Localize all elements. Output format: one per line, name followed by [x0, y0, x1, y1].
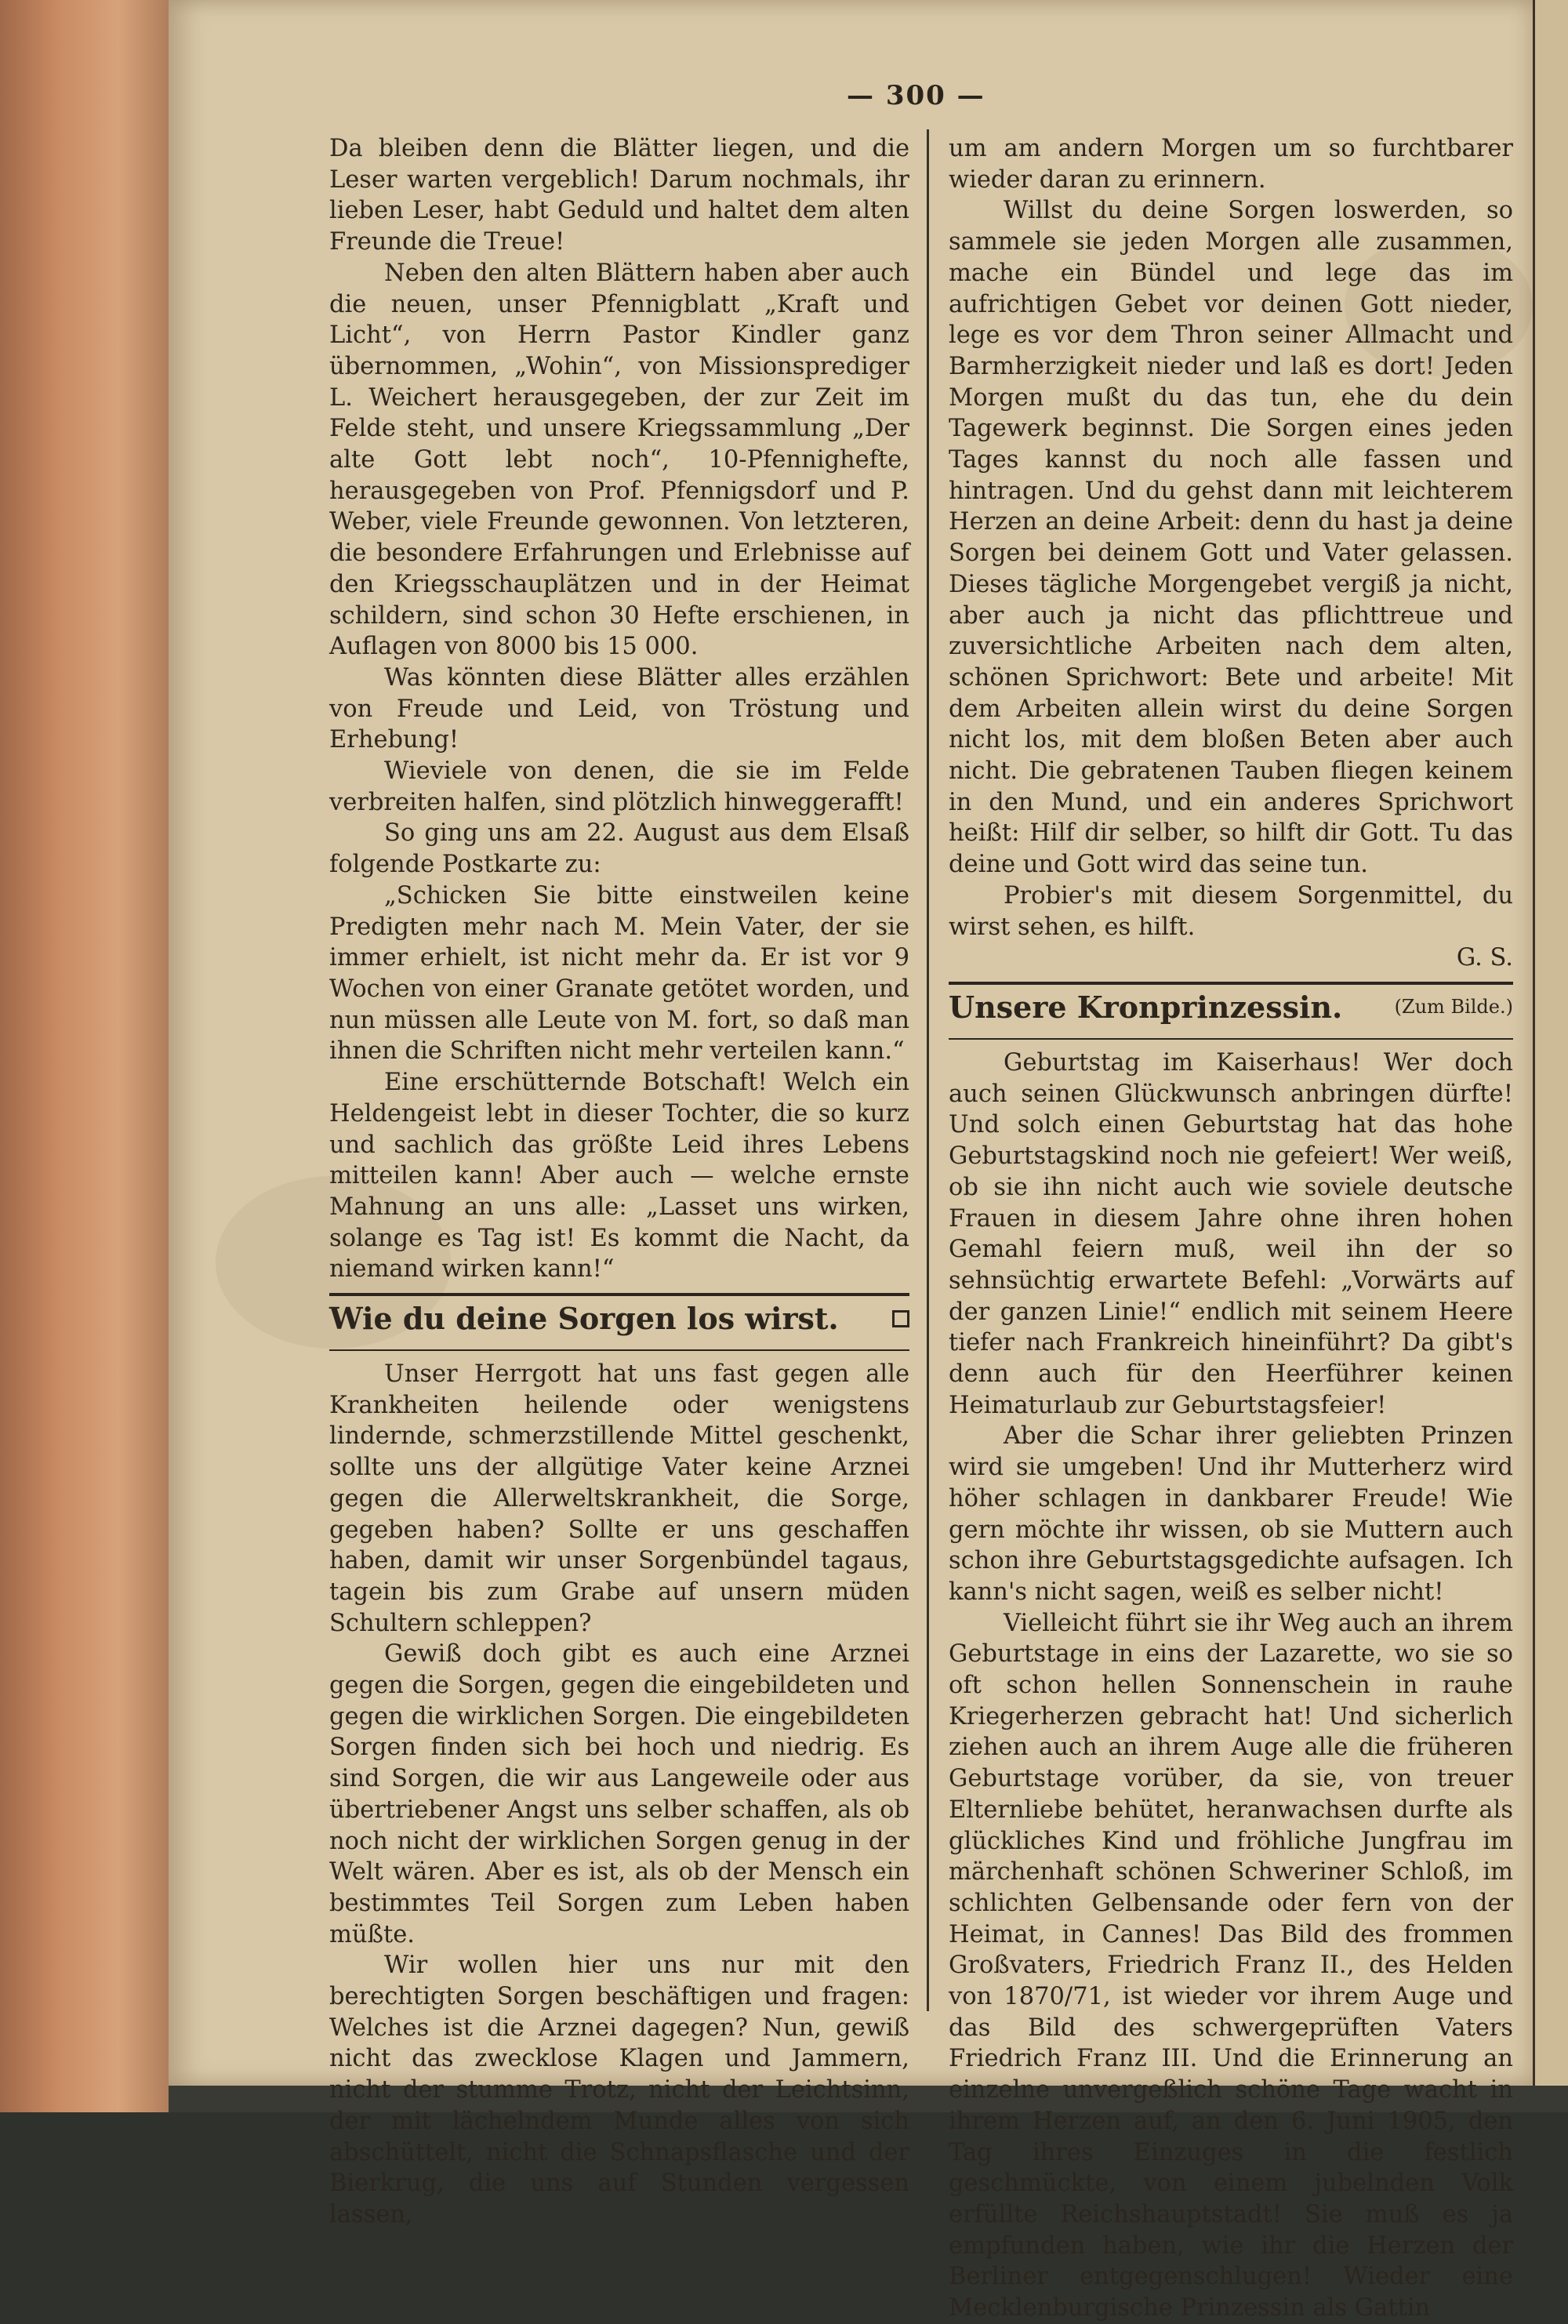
right-column [949, 133, 1513, 2324]
article-heading [949, 985, 1513, 1040]
paragraph: Willst du deine Sorgen loswerden, so sammele sie jeden Morgen alle zusammen, mache ein Bündel und lege das im aufrichtigen Gebet vor deinen Gott nieder, lege es vor dem Thron seiner Allmacht und Barmherzigkeit nieder und laß es dort! Jeden Morgen mußt du das tun, ehe du dein Tagewerk beginnst. Die Sorgen eines jeden Tages kannst du noch alle fassen und hintragen. Und du gehst dann mit leichterem Herzen an deine Arbeit: denn du hast ja deine Sorgen bei deinem Gott und Vater gelassen. Dieses tägliche Morgengebet vergiß ja nicht, aber auch ja nicht das pflichttreue und zuversichtliche Arbeiten nach dem alten, schönen Sprichwort: Bete und arbeite! Mit dem Arbeiten allein wirst du deine Sorgen nicht los, mit dem bloßen Beten aber auch nicht. Die gebratenen Tauben fliegen keinem in den Mund, und ein anderes Sprichwort heißt: Hilf dir selber, so hilft dir Gott. Tu das deine und Gott wird das seine tun. [949, 197, 1513, 879]
quoted-postcard: „Schicken Sie bitte einstweilen keine Predigten mehr nach M. Mein Vater, der sie immer erhielt, ist nicht mehr da. Er ist vor 9 Wochen von einer Granate getötet worden, und nun müssen alle Leute von M. fort, so daß man ihnen die Schriften nicht mehr verteilen kann.“ [329, 881, 909, 1066]
article-heading [329, 1296, 909, 1351]
paragraph: Geburtstag im Kaiserhaus! Wer doch auch seinen Glückwunsch anbringen dürfte! Und solch einen Geburtstag hat das hohe Geburtstagskind noch nie gefeiert! Wer weiß, ob sie ihn nicht auch wie soviele deutsche Frauen in diesem Jahre ohne ihren hohen Gemahl feiern muß, weil ihn der so sehnsüchtig erwartete Befehl: „Vorwärts auf der ganzen Linie!“ endlich mit seinem Heere tiefer nach Frankreich hineinführt? Da gibt's denn auch für den Heerführer keinen Heimaturlaub zur Geburtstagsfeier! [949, 1048, 1513, 1419]
article-title: Unsere Kronprinzessin. [949, 989, 1343, 1025]
paragraph: Eine erschütternde Botschaft! Welch ein Heldengeist lebt in dieser Tochter, die so kurz und sachlich das größte Leid ihres Lebens mitteilen kann! Aber auch — welche ernste Mahnung an uns alle: „Lasset uns wirken, solange es Tag ist! Es kommt die Nacht, da niemand wirken kann!“ [329, 1069, 909, 1284]
paragraph: Wir wollen hier uns nur mit den berechtigten Sorgen beschäftigen und fragen: Welches ist die Arznei dagegen? Nun, gewiß nicht das zwecklose Klagen und Jammern, nicht der stumme Trotz, nicht der Leichtsinn, der mit lächelndem Munde alles von sich abschüttelt, nicht die Schnapsflasche und der Bierkrug, die uns auf Stunden vergessen lassen, [329, 1952, 909, 2228]
article-note: (Zum Bilde.) [1394, 996, 1513, 1019]
article-title: Wie du deine Sorgen los wirst. [329, 1301, 839, 1337]
next-page-edge [1533, 0, 1568, 2086]
left-column [329, 133, 909, 2231]
column-divider [927, 129, 929, 2011]
signature-row [949, 942, 1513, 974]
signature: G. S. [1456, 944, 1513, 972]
paragraph: Unser Herrgott hat uns fast gegen alle Krankheiten heilende oder wenigstens lindernde, schmerzstillende Mittel geschenkt, sollte uns der allgütige Vater keine Arznei gegen die Allerweltskrankheit, die Sorge, gegeben haben? Sollte er uns geschaffen haben, damit wir unser Sorgenbündel tagaus, tagein bis zum Grabe auf unsern müden Schultern schleppen? [329, 1360, 909, 1637]
book-spine-edge [0, 0, 169, 2112]
paragraph: So ging uns am 22. August aus dem Elsaß folgende Postkarte zu: [329, 819, 909, 879]
paragraph: Wieviele von denen, die sie im Felde verbreiten halfen, sind plötzlich hinweggerafft! [329, 757, 909, 816]
paragraph: um am andern Morgen um so furchtbarer wieder daran zu erinnern. [949, 135, 1513, 194]
page-number: — 300 — [847, 80, 985, 111]
paragraph: Vielleicht führt sie ihr Weg auch an ihrem Geburtstage in eins der Lazarette, wo sie so oft schon hellen Sonnenschein in rauhe Kriegerherzen gebracht hat! Und sicherlich ziehen auch an ihrem Auge alle die früheren Geburtstage vorüber, da sie, von treuer Elternliebe behütet, heranwachsen durfte als glückliches Kind und fröhliche Jungfrau im märchenhaft schönen Schweriner Schloß, im schlichten Gelbensande oder fern von der Heimat, in Cannes! Das Bild des frommen Großvaters, Friedrich Franz II., des Helden von 1870/71, ist wieder vor ihrem Auge und das Bild des schwergeprüften Vaters Friedrich Franz III. Und die Erinnerung an einzelne unvergeßlich schöne Tage wacht in ihrem Herzen auf, an den 6. Juni 1905, den Tag ihres Einzuges in die festlich geschmückte, von einem jubelnden Volk erfüllte Reichshauptstadt! Sie muß es ja empfunden haben, wie ihr die Herzen der Berliner entgegenschlugen! Wieder eine Mecklenburgische Prinzessin als Gattin [949, 1609, 1513, 2322]
paragraph: Neben den alten Blättern haben aber auch die neuen, unser Pfennigblatt „Kraft und Licht“, von Herrn Pastor Kindler ganz übernommen, „Wohin“, von Missionsprediger L. Weichert herausgegeben, der zur Zeit im Felde steht, und unsere Kriegssammlung „Der alte Gott lebt noch“, 10-Pfennighefte, herausgegeben von Prof. Pfennigsdorf und P. Weber, viele Freunde gewonnen. Von letzteren, die besondere Erfahrungen und Erlebnisse auf den Kriegsschauplätzen und in der Heimat schildern, sind schon 30 Hefte erschienen, in Auflagen von 8000 bis 15 000. [329, 259, 909, 661]
paragraph: Da bleiben denn die Blätter liegen, und die Leser warten vergeblich! Darum nochmals, ihr lieben Leser, habt Geduld und haltet dem alten Freunde die Treue! [329, 135, 909, 256]
paragraph: Aber die Schar ihrer geliebten Prinzen wird sie umgeben! Und ihr Mutterherz wird höher schlagen in dankbarer Freude! Wie gern möchte ihr wissen, ob sie Muttern auch schon ihre Geburtstagsgedichte aufsagen. Ich kann's nicht sagen, weiß es selber nicht! [949, 1422, 1513, 1606]
square-ornament-icon [892, 1310, 909, 1327]
closing-line: Probier's mit diesem Sorgenmittel, du wirst sehen, es hilft. [949, 881, 1513, 941]
paragraph: Gewiß doch gibt es auch eine Arznei gegen die Sorgen, gegen die eingebildeten und gegen die wirklichen Sorgen. Die eingebildeten Sorgen finden sich bei hoch und niedrig. Es sind Sorgen, die wir aus Langeweile oder aus übertriebener Angst uns selber schaffen, als ob noch nicht der wirklichen Sorgen genug in der Welt wären. Aber es ist, als ob der Mensch ein bestimmtes Teil Sorgen zum Leben haben müßte. [329, 1640, 909, 1948]
paragraph: Was könnten diese Blätter alles erzählen von Freude und Leid, von Tröstung und Erhebung! [329, 663, 909, 754]
